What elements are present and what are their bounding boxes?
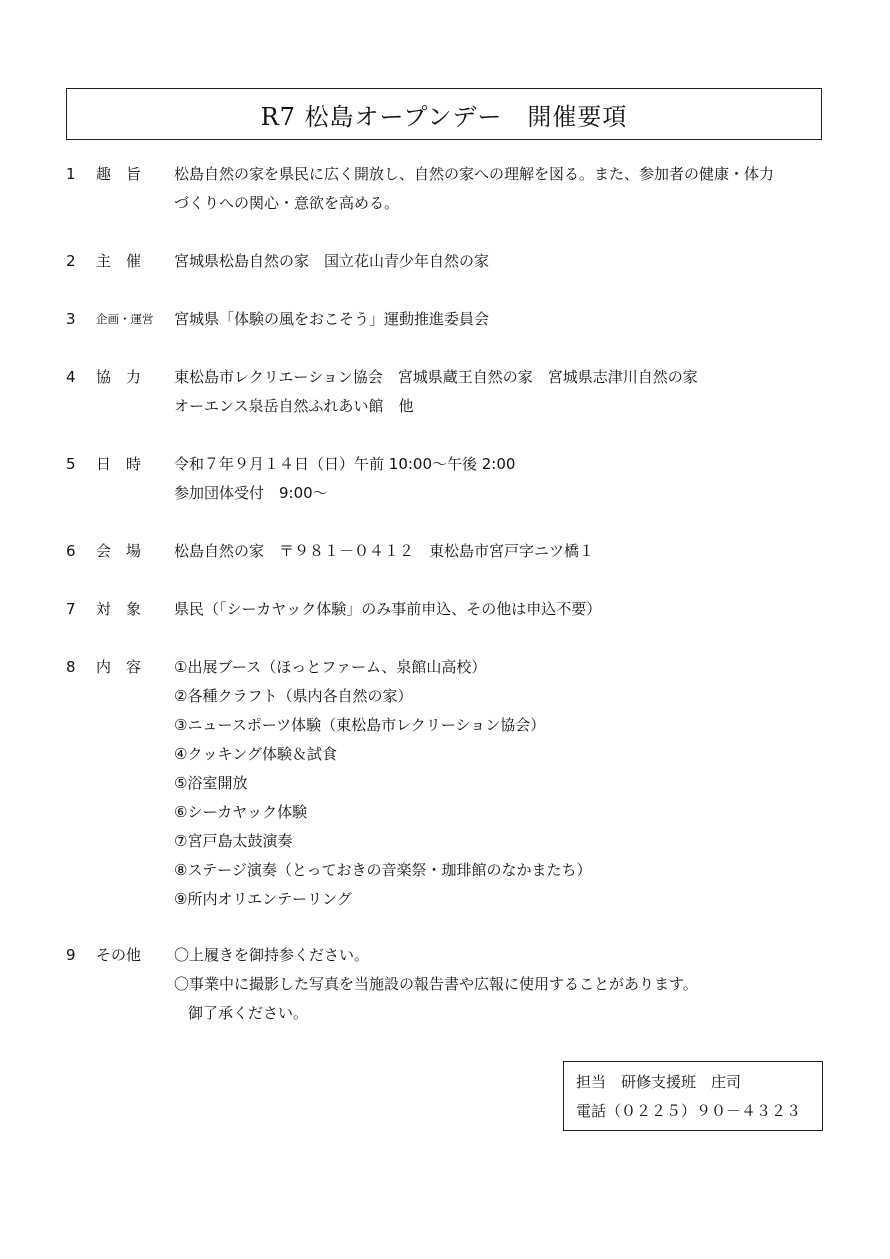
section-line: 〇事業中に撮影した写真を当施設の報告書や広報に使用することがあります。 xyxy=(174,975,698,993)
section-number: 3 xyxy=(66,310,76,328)
content-item: ①出展ブース（ほっとファーム、泉館山高校） xyxy=(174,658,487,676)
section-line: 令和７年９月１４日（日）午前 10:00～午後 2:00 xyxy=(174,455,516,473)
section-line: 〇上履きを御持参ください。 xyxy=(174,946,370,964)
page-title: R7 松島オープンデー 開催要項 xyxy=(260,102,628,131)
content-item: ②各種クラフト（県内各自然の家） xyxy=(174,687,413,705)
section-line: 東松島市レクリエーション協会 宮城県蔵王自然の家 宮城県志津川自然の家 xyxy=(174,368,698,386)
section-line: 御了承ください。 xyxy=(188,1004,309,1022)
content-item: ⑨所内オリエンテーリング xyxy=(174,890,352,908)
section-label: 対 象 xyxy=(96,600,142,618)
section-line: 松島自然の家を県民に広く開放し、自然の家への理解を図る。また、参加者の健康・体力 xyxy=(174,165,775,183)
section-label: その他 xyxy=(96,946,142,964)
section-body xyxy=(174,305,824,334)
section-number: 8 xyxy=(66,658,76,676)
content-item: ⑤浴室開放 xyxy=(174,774,248,792)
section-label: 会 場 xyxy=(96,542,142,560)
section-line: づくりへの関心・意欲を高める。 xyxy=(174,194,400,212)
section-number: 9 xyxy=(66,946,76,964)
section-line: 松島自然の家 〒９８１－０４１２ 東松島市宮戸字ニツ橋１ xyxy=(174,542,595,560)
section-label: 企画・運営 xyxy=(96,312,154,326)
section-body xyxy=(174,941,824,1028)
contact-phone: 電話（０２２５）９０－４３２３ xyxy=(576,1102,802,1120)
section-body xyxy=(174,653,824,914)
section-number: 1 xyxy=(66,165,76,183)
content-item: ⑧ステージ演奏（とっておきの音楽祭・珈琲館のなかまたち） xyxy=(174,861,592,879)
contact-box xyxy=(563,1061,823,1131)
section-label: 協 力 xyxy=(96,368,142,386)
content-item: ⑦宮戸島太鼓演奏 xyxy=(174,832,293,850)
section-number: 7 xyxy=(66,600,76,618)
section-line: 宮城県松島自然の家 国立花山青少年自然の家 xyxy=(174,252,490,270)
section-line: 県民（「シーカヤック体験」のみ事前申込、その他は申込不要） xyxy=(174,600,602,618)
content-item: ⑥シーカヤック体験 xyxy=(174,803,308,821)
section-body xyxy=(174,595,824,624)
contact-person: 担当 研修支援班 庄司 xyxy=(576,1073,742,1091)
section-label: 内 容 xyxy=(96,658,142,676)
section-line: オーエンス泉岳自然ふれあい館 他 xyxy=(174,397,414,415)
section-body xyxy=(174,363,824,421)
section-body xyxy=(174,247,824,276)
section-line: 参加団体受付 9:00～ xyxy=(174,484,328,502)
section-body xyxy=(174,537,824,566)
content-item: ③ニュースポーツ体験（東松島市レクリーション協会） xyxy=(174,716,546,734)
content-item: ④クッキング体験＆試食 xyxy=(174,745,337,763)
section-number: 2 xyxy=(66,252,76,270)
section-label: 主 催 xyxy=(96,252,142,270)
section-label: 日 時 xyxy=(96,455,142,473)
section-body xyxy=(174,450,824,508)
section-body xyxy=(174,160,824,218)
section-line: 宮城県「体験の風をおこそう」運動推進委員会 xyxy=(174,310,490,328)
section-number: 4 xyxy=(66,368,76,386)
section-number: 6 xyxy=(66,542,76,560)
section-label: 趣 旨 xyxy=(96,165,142,183)
section-number: 5 xyxy=(66,455,76,473)
title-box xyxy=(66,88,822,140)
